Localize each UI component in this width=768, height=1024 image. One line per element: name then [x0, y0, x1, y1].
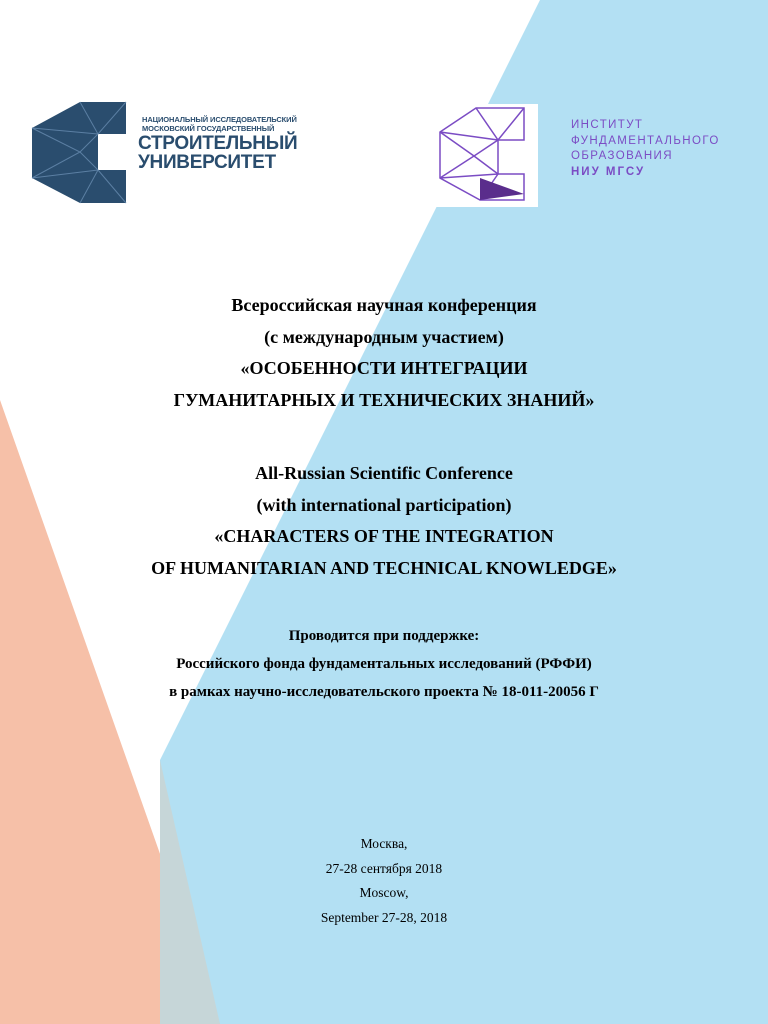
university-logo [30, 100, 320, 210]
university-name-line1: НАЦИОНАЛЬНЫЙ ИССЛЕДОВАТЕЛЬСКИЙ [142, 115, 297, 124]
support-line1: Проводится при поддержке: [288, 628, 480, 644]
title-english [0, 458, 768, 584]
institute-name [571, 118, 720, 180]
title-ru-line3: «ОСОБЕННОСТИ ИНТЕГРАЦИИ [240, 358, 528, 378]
date-ru: 27-28 сентября 2018 [325, 860, 443, 876]
title-ru-line1: Всероссийская научная конференция [231, 295, 537, 315]
city-ru: Москва, [360, 836, 408, 851]
title-en-line1: All-Russian Scientific Conference [255, 463, 513, 483]
support-line3: в рамках научно-исследовательского проекта № 18-011-20056 Г [169, 684, 599, 700]
title-russian [0, 290, 768, 416]
date-en: September 27-28, 2018 [320, 909, 448, 925]
university-name-line4: УНИВЕРСИТЕТ [138, 152, 276, 173]
institute-logo-box [428, 104, 538, 207]
institute-name-line4: НИУ МГСУ [571, 165, 646, 178]
support-line2: Российского фонда фундаментальных исследований (РФФИ) [176, 656, 592, 672]
institute-name-line3: ОБРАЗОВАНИЯ [571, 150, 673, 162]
title-ru-line2: (с международным участием) [264, 326, 504, 347]
city-en: Moscow, [359, 885, 409, 900]
title-ru-line4: ГУМАНИТАРНЫХ И ТЕХНИЧЕСКИХ ЗНАНИЙ» [173, 389, 595, 410]
institute-name-line2: ФУНДАМЕНТАЛЬНОГО [571, 134, 720, 147]
place-and-date [0, 832, 768, 930]
institute-name-line1: ИНСТИТУТ [571, 119, 644, 131]
c-shape-dark-blue-icon [30, 100, 130, 205]
title-en-line2: (with international participation) [256, 494, 512, 515]
university-name-line3: СТРОИТЕЛЬНЫЙ [138, 133, 298, 154]
university-name-line2: МОСКОВСКИЙ ГОСУДАРСТВЕННЫЙ [142, 124, 275, 133]
title-en-line3: «CHARACTERS OF THE INTEGRATION [214, 526, 554, 546]
title-en-line4: OF HUMANITARIAN AND TECHNICAL KNOWLEDGE» [151, 557, 617, 578]
support-info [0, 622, 768, 706]
c-shape-purple-outline-icon [428, 104, 538, 207]
